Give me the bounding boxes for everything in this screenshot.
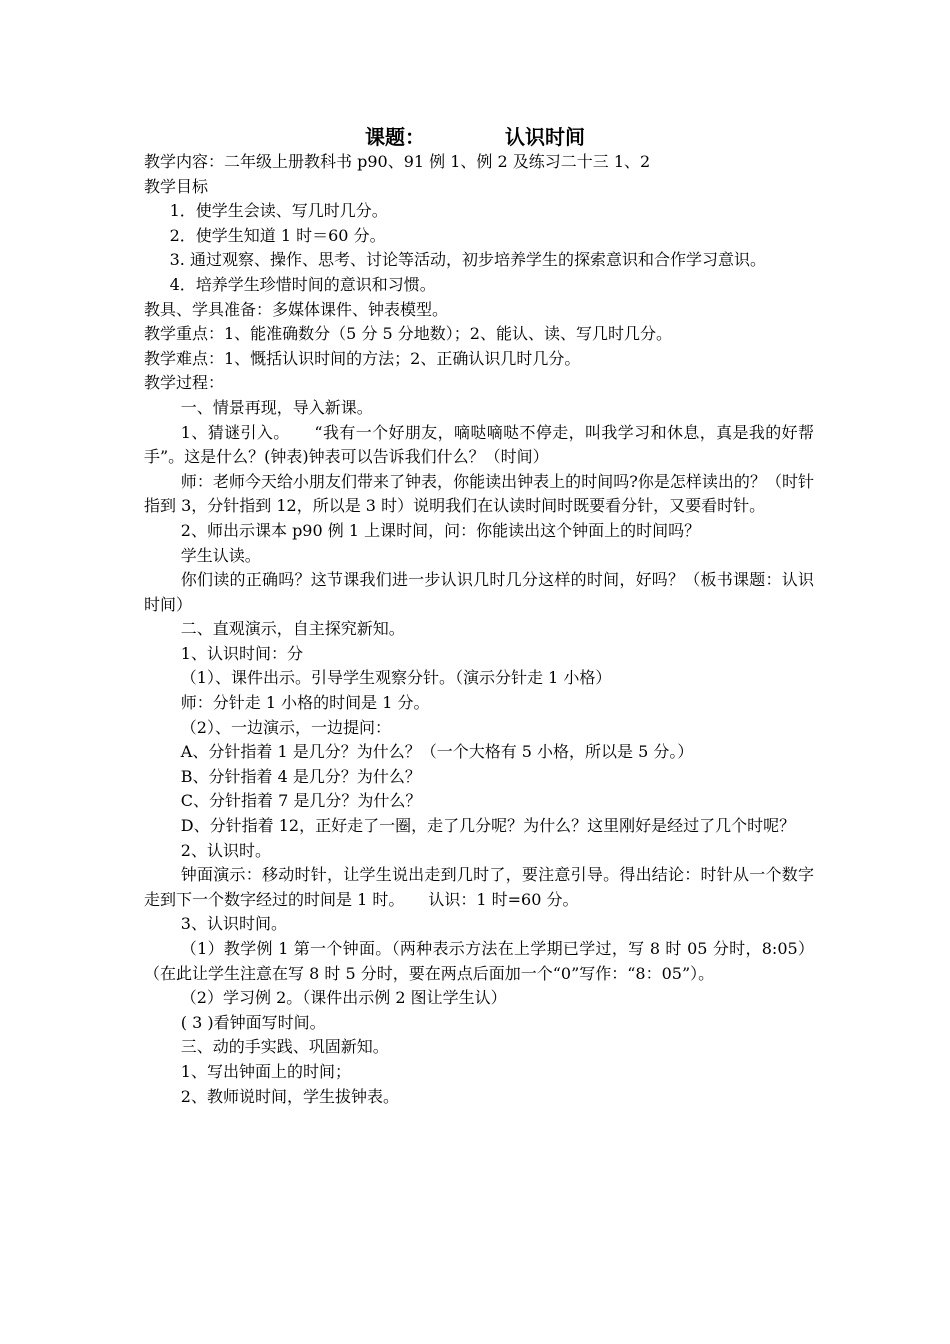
- learn-hour: 2、认识时。: [180, 840, 271, 860]
- learn-minute: 1、认识时间：分: [180, 643, 303, 663]
- title-text: 认识时间: [505, 125, 585, 149]
- riddle-intro: 1、猜谜引入。 “我有一个好朋友，嘀哒嘀哒不停走，叫我学习和休息，真是我的好帮手”。这是什么？(钟表)钟表可以告诉我们什么？（时间）: [144, 422, 814, 467]
- goal-2: 2．使学生知道 1 时＝60 分。: [169, 225, 386, 245]
- students-read: 学生认读。: [180, 545, 261, 565]
- teacher-clock-intro: 师：老师今天给小朋友们带来了钟表，你能读出钟表上的时间吗?你是怎样读出的？（时针指到 3，分针指到 12，所以是 3 时）说明我们在认读时间时既要看分针，又要看时针。: [144, 471, 814, 516]
- question-d: D、分针指着 12，正好走了一圈，走了几分呢？为什么？这里刚好是经过了几个时呢？: [180, 816, 796, 836]
- teaching-aids: 教具、学具准备：多媒体课件、钟表模型。: [144, 299, 449, 319]
- teaching-difficulties: 教学难点：1、慨括认识时间的方法；2、正确认识几时几分。: [144, 348, 581, 368]
- section-2-heading: 二、直观演示，自主探究新知。: [180, 619, 405, 639]
- teaching-process-heading: 教学过程：: [144, 373, 225, 393]
- lesson-body: [144, 150, 814, 1109]
- board-title: 你们读的正确吗？这节课我们进一步认识几时几分这样的时间，好吗？（板书课题：认识时间）: [144, 570, 814, 614]
- step-2-demo: （2）、一边演示，一边提问：: [180, 717, 391, 737]
- teacher-one-minute: 师：分针走 1 小格的时间是 1 分。: [180, 693, 430, 713]
- teaching-goals-heading: 教学目标: [144, 176, 209, 196]
- teaching-content: 教学内容：二年级上册教科书 p90、91 例 1、例 2 及练习二十三 1、2: [144, 152, 651, 171]
- section-3-heading: 三、动的手实践、巩固新知。: [180, 1037, 389, 1057]
- example-1-question: 2、师出示课本 p90 例 1 上课时间，问：你能读出这个钟面上的时间吗？: [180, 520, 701, 540]
- section-1-heading: 一、情景再现，导入新课。: [180, 397, 373, 417]
- clock-demo: 钟面演示：移动时针，让学生说出走到几时了，要注意引导。得出结论：时针从一个数字走到下一个数字经过的时间是 1 时。 认识：1 时=60 分。: [144, 865, 814, 909]
- title-label: 课题：: [365, 125, 425, 149]
- example-1-teaching: （1）教学例 1 第一个钟面。（两种表示方法在上学期已学过，写 8 时 05 分时，8:05）（在此让学生注意在写 8 时 5 分时，要在两点后面加一个“0”写作：“8：05”）。: [144, 939, 814, 983]
- learn-time: 3、认识时间。: [180, 914, 287, 934]
- question-a: A、分针指着 1 是几分？为什么？（一个大格有 5 小格，所以是 5 分。）: [180, 742, 694, 762]
- goal-3: 3. 通过观察、操作、思考、讨论等活动，初步培养学生的探索意识和合作学习意识。: [169, 250, 766, 270]
- question-c: C、分针指着 7 是几分？为什么？: [180, 791, 422, 811]
- practice-1: 1、写出钟面上的时间；: [180, 1061, 351, 1081]
- goal-1: 1．使学生会读、写几时几分。: [169, 201, 388, 221]
- goal-4: 4．培养学生珍惜时间的意识和习惯。: [169, 274, 436, 294]
- write-time-from-clock: ( 3 )看钟面写时间。: [180, 1012, 326, 1032]
- teaching-key-points: 教学重点：1、能准确数分（5 分 5 分地数）；2、能认、读、写几时几分。: [144, 324, 672, 344]
- lesson-title: [0, 124, 950, 150]
- example-2-study: （2）学习例 2。（课件出示例 2 图让学生认）: [180, 988, 507, 1008]
- practice-2: 2、教师说时间，学生拔钟表。: [180, 1086, 399, 1106]
- step-1-courseware: （1）、课件出示。引导学生观察分针。（演示分针走 1 小格）: [180, 668, 612, 688]
- question-b: B、分针指着 4 是几分？为什么？: [180, 766, 421, 786]
